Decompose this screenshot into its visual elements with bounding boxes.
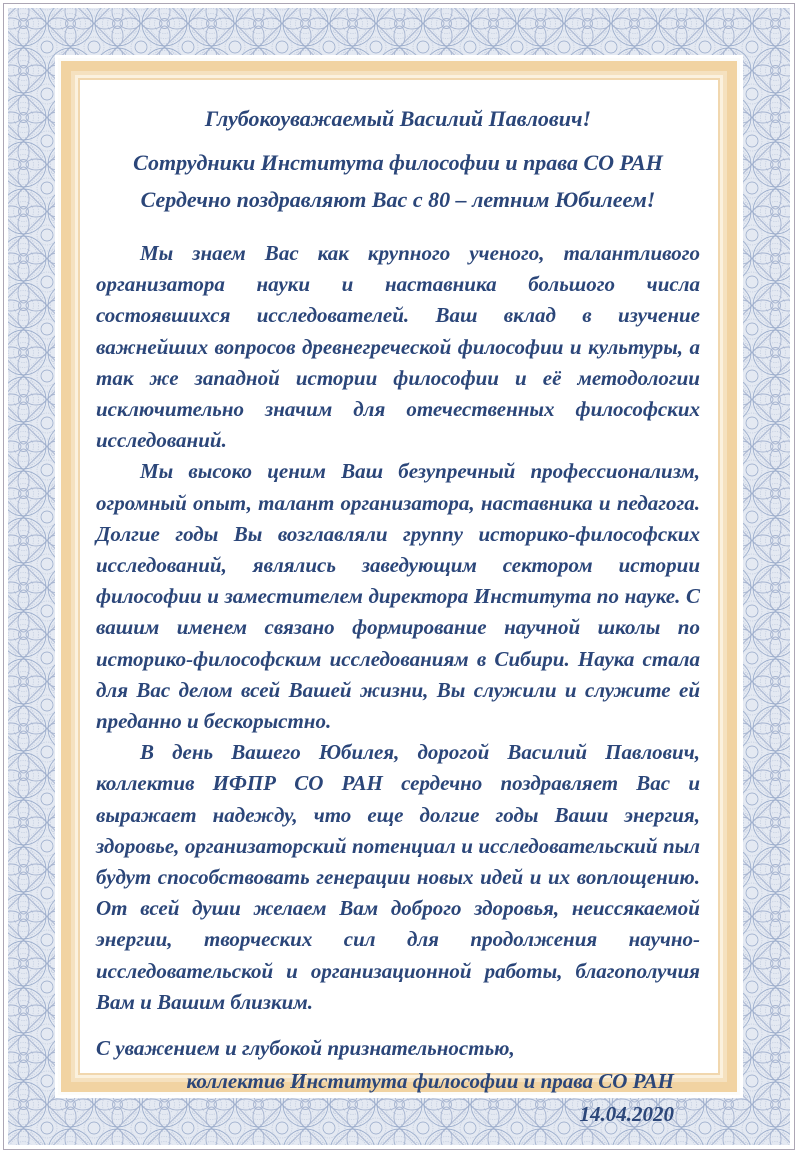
border-band-right <box>743 8 790 1145</box>
letter-content <box>80 80 718 1127</box>
closing-respect-line: С уважением и глубокой признательностью, <box>96 1036 515 1061</box>
closing-block <box>96 1032 700 1131</box>
border-band-left <box>8 8 55 1145</box>
paragraph-2: Мы высоко ценим Ваш безупречный профессионализм, огромный опыт, талант организатора, наставника и педагога. Долгие годы Вы возглавляли группу историко-философских исследований, являлись заведующим сектором истории философии и заместителем директора Института по науке. С вашим именем связано формирование научной школы по историко-философским исследованиям в Сибири. Наука стала для Вас делом всей Вашей жизни, Вы служили и служите ей преданно и бескорыстно. <box>96 459 700 734</box>
paragraph-1: Мы знаем Вас как крупного ученого, талантливого организатора науки и наставника большого числа состоявшихся исследователей. Ваш вклад в изучение важнейших вопросов древнегреческой философии и культуры, а так же западной истории философии и её методологии исключительно значим для отечественных философских исследований. <box>96 241 700 453</box>
greeting-header-line-1: Сотрудники Института философии и права СО РАН <box>133 150 663 175</box>
closing-date: 14.04.2020 <box>579 1102 674 1127</box>
border-band-top <box>8 8 790 55</box>
paragraph-3: В день Вашего Юбилея, дорогой Василий Павлович, коллектив ИФПР СО РАН сердечно поздравляет Вас и выражает надежду, что еще долгие годы Ваши энергия, здоровье, организаторский потенциал и исследовательский пыл будут способствовать генерации новых идей и их воплощению. От всей души желаем Вам доброго здоровья, неиссякаемой энергии, творческих сил для продолжения научно-исследовательской и организационной работы, благополучия Вам и Вашим близким. <box>96 740 700 1014</box>
salutation-line: Глубокоуважаемый Василий Павлович! <box>204 106 592 131</box>
greeting-header <box>96 144 700 218</box>
closing-signature-line: коллектив Института философии и права СО РАН <box>186 1069 674 1094</box>
greeting-header-line-2: Сердечно поздравляют Вас с 80 – летним Юбилеем! <box>140 187 656 212</box>
